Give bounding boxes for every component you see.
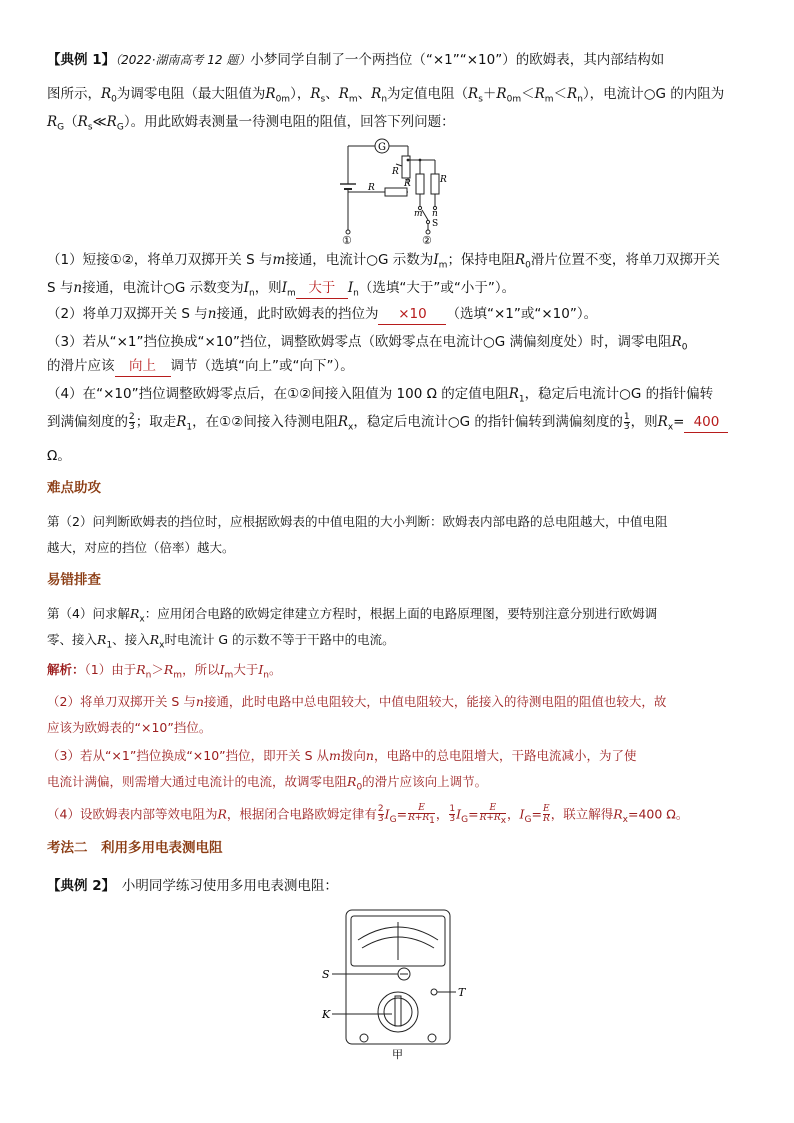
t: 接通，此时电路中总电阻较大，中值电阻较大，能接入的待测电阻的阻值也较大，故 xyxy=(203,694,667,709)
t: （4）设欧姆表内部等效电阻为 xyxy=(47,806,218,822)
t: （3）若从“×1”挡位换成“×10”挡位，即开关 S 从 xyxy=(47,748,330,763)
example1-line2: 图所示，$R_0$为调零电阻（最大阻值为$R_{0m}$），$R_s$、$R_m$、$R_n$为定值电阻$(R_s+R_{0m}<R_m<R_n)$，电流计○G 的内阻为 xyxy=(47,86,725,105)
t: ，稳定后电流计 xyxy=(353,414,448,430)
t: （ xyxy=(64,114,78,130)
fraction xyxy=(624,413,630,432)
solution-label: 解析： xyxy=(47,662,85,677)
t: ，则 xyxy=(630,414,658,430)
source: （2022·湖南高考 12 题） xyxy=(115,53,251,67)
m-label: m xyxy=(414,209,423,219)
solution-line1: 解析：（1）由于$R_n>R_m$，所以$I_m$大于$I_n$。 xyxy=(47,662,282,681)
label-k: K xyxy=(322,1008,331,1021)
t: 接通，电流计 xyxy=(285,252,367,268)
s-label: S xyxy=(432,219,439,229)
difficulty-line2: 越大，对应的挡位（倍率）越大。 xyxy=(47,540,235,555)
n: 1 xyxy=(623,411,630,422)
q4-line1: （4）在“×10”挡位调整欧姆零点后，在①②间接入阻值为 100 Ω 的定值电阻$R_1$，稳定后电流计○G 的指针偏转 xyxy=(47,386,714,405)
t: ，则 xyxy=(254,280,282,296)
t: Ω。 xyxy=(47,448,71,464)
t: （3）若从“×1”挡位换成“×10”挡位，调整欧姆零点（欧姆零点在电流计 xyxy=(47,334,483,350)
t: 图所示， xyxy=(47,86,101,102)
q2-line: （2）将单刀双掷开关 S 与n接通，此时欧姆表的挡位为 ×10 （选填“×1”或“×10”）。 xyxy=(47,304,597,325)
t: 为定值电阻（ xyxy=(387,86,469,102)
t: 小明同学练习使用多用电表测电阻： xyxy=(121,878,338,894)
t: 拨向 xyxy=(340,748,366,763)
t: =400 Ω。 xyxy=(628,806,689,822)
q3-line1: （3）若从“×1”挡位换成“×10”挡位，调整欧姆零点（欧姆零点在电流计○G 满偏刻度处）时，调零电阻$R_0$ xyxy=(47,334,688,353)
solution-line4: （3）若从“×1”挡位换成“×10”挡位，即开关 S 从m拨向n，电路中的总电阻增大，干路电流减小，为了使 xyxy=(47,748,637,763)
t: ，联立解得 xyxy=(550,806,614,822)
t: G 示数为 xyxy=(378,252,434,268)
t: G 的指针偏转到满偏刻度的 xyxy=(459,414,623,430)
q1-line1: （1）短接①②，将单刀双掷开关 S 与m接通，电流计○G 示数为$I_m$；保持电阻$R_0$滑片位置不变，将单刀双掷开关 xyxy=(47,252,720,271)
mistakes-line1: 第（4）问求解$R_x$：应用闭合电路的欧姆定律建立方程时，根据上面的电路原理图，要特别注意分别进行欧姆调 xyxy=(47,606,658,625)
t: （选填“大于”或“小于”）。 xyxy=(358,280,516,296)
t: S 与 xyxy=(47,280,74,296)
t: （选填“×1”或“×10”）。 xyxy=(446,306,598,322)
r0-label: R xyxy=(392,167,399,177)
solution-line5: 电流计满偏，则需增大通过电流计的电流，故调零电阻$R_0$的滑片应该向上调节。 xyxy=(47,774,488,793)
example2-tag: 【典例 2】 xyxy=(47,878,109,894)
rm-label: R xyxy=(404,179,411,189)
terminal-2: ② xyxy=(422,234,432,246)
n-label: n xyxy=(432,209,438,219)
example2-line xyxy=(47,876,338,896)
t: G 示数变为 xyxy=(174,280,244,296)
solution-line3: 应该为欧姆表的“×10”挡位。 xyxy=(47,720,212,735)
solution-line2: （2）将单刀双掷开关 S 与n接通，此时电路中总电阻较大，中值电阻较大，能接入的待测电阻的阻值也较大，故 xyxy=(47,694,667,709)
t: 第（4）问求解 xyxy=(47,606,130,621)
t: ；保持电阻 xyxy=(447,252,515,268)
t: （1）短接①②，将单刀双掷开关 S 与 xyxy=(47,252,273,268)
ohmmeter-circuit-diagram xyxy=(330,134,460,246)
q1-answer: 大于 xyxy=(296,278,348,299)
t: （4）在“×10”挡位调整欧姆零点后，在①②间接入阻值为 100 Ω 的定值电阻 xyxy=(47,386,509,402)
t: 的滑片应该 xyxy=(47,358,115,374)
t: 调节（选填“向上”或“向下”）。 xyxy=(170,358,354,374)
q2-answer: ×10 xyxy=(378,304,446,325)
example1-line1 xyxy=(47,50,664,70)
t: 接通，电流计 xyxy=(82,280,164,296)
example-tag: 【典例 1】 xyxy=(47,52,116,68)
t: 接通，此时欧姆表的挡位为 xyxy=(216,306,379,322)
galvanometer-label: G xyxy=(378,142,386,153)
solution-line6: （4）设欧姆表内部等效电阻为R，根据闭合电路欧姆定律有 $\frac{2}{3}$ $I_G=$ $\frac{E}{R+R_1}$ ， $\frac{1}{3}$ $I_G=$ $\frac{E}{R+R_x}$ ，$I_G=$ $\frac{E}{R}$ ，联立解得$R_x=400$ Ω。 xyxy=(47,803,689,826)
example1-line3: $R_G(R_s≪R_G)$。用此欧姆表测量一待测电阻的阻值，回答下列问题： xyxy=(47,114,455,133)
d: 3 xyxy=(623,421,630,432)
difficulty-line1: 第（2）问判断欧姆表的挡位时，应根据欧姆表的中值电阻的大小判断：欧姆表内部电路的总电阻越大，中值电阻 xyxy=(47,514,668,529)
t: 零、接入 xyxy=(47,632,98,647)
rs-label: R xyxy=(368,183,375,193)
label-s: S xyxy=(322,968,330,981)
t: 时电流计 G 的示数不等于干路中的电流。 xyxy=(164,632,395,647)
t: ，所以 xyxy=(182,662,220,677)
t: 的滑片应该向上调节。 xyxy=(362,774,488,789)
t: ）， xyxy=(290,86,311,102)
t: 、接入 xyxy=(112,632,150,647)
method2-heading: 考法二 利用多用电表测电阻 xyxy=(47,840,223,856)
t: 滑片位置不变，将单刀双掷开关 xyxy=(530,252,720,268)
intro-text: 小梦同学自制了一个两挡位（“×1”“×10”）的欧姆表，其内部结构如 xyxy=(250,52,665,68)
t: ：应用闭合电路的欧姆定律建立方程时，根据上面的电路原理图，要特别注意分别进行欧姆调 xyxy=(144,606,658,621)
q4-line2: 到满偏刻度的 $\frac{2}{3}$ ；取走$R_1$，在①②间接入待测电阻$R_x$，稳定后电流计○G 的指针偏转到满偏刻度的 $\frac{1}{3}$ ，则$R_x= 400$ xyxy=(47,412,728,438)
t: ，在①②间接入待测电阻 xyxy=(192,414,338,430)
t: G 满偏刻度处）时，调零电阻 xyxy=(494,334,672,350)
t: ，根据闭合电路欧姆定律有 xyxy=(226,806,377,822)
q3-answer: 向上 xyxy=(115,356,171,377)
t: ），电流计 xyxy=(582,86,644,102)
q1-line2: S 与n接通，电流计○G 示数变为$I_n$，则$I_m$ 大于 $I_n$（选填“大于”或“小于”）。 xyxy=(47,280,516,299)
t: （2）将单刀双掷开关 S 与 xyxy=(47,306,208,322)
t: 到满偏刻度的 xyxy=(47,414,128,430)
t: ，电路中的总电阻增大，干路电流减小，为了使 xyxy=(373,748,637,763)
fraction xyxy=(129,413,135,432)
t: （2）将单刀双掷开关 S 与 xyxy=(47,694,196,709)
label-t: T xyxy=(458,986,466,999)
q3-line2 xyxy=(47,356,354,377)
t: （1）由于 xyxy=(84,662,137,677)
t: G 的指针偏转 xyxy=(630,386,714,402)
t: ，稳定后电流计 xyxy=(524,386,620,402)
t: ）。用此欧姆表测量一待测电阻的阻值，回答下列问题： xyxy=(123,114,455,130)
t: 大于 xyxy=(233,662,259,677)
terminal-1: ① xyxy=(342,234,352,246)
q4-line3 xyxy=(47,446,71,466)
t: ；取走 xyxy=(135,414,177,430)
t: 为调零电阻（最大阻值为 xyxy=(116,86,266,102)
rn-label: R xyxy=(440,175,447,185)
mistakes-heading: 易错排查 xyxy=(47,572,101,588)
q4-answer: 400 xyxy=(684,412,728,433)
t: 电流计满偏，则需增大通过电流计的电流，故调零电阻 xyxy=(47,774,348,789)
mistakes-line2: 零、接入$R_1$、接入$R_x$时电流计 G 的示数不等于干路中的电流。 xyxy=(47,632,395,651)
difficulty-heading: 难点助攻 xyxy=(47,480,101,496)
figure-caption: 甲 xyxy=(392,1048,403,1061)
t: G 的内阻为 xyxy=(655,86,725,102)
n: 2 xyxy=(129,411,135,422)
multimeter-diagram xyxy=(318,902,478,1062)
d: 3 xyxy=(129,421,135,432)
